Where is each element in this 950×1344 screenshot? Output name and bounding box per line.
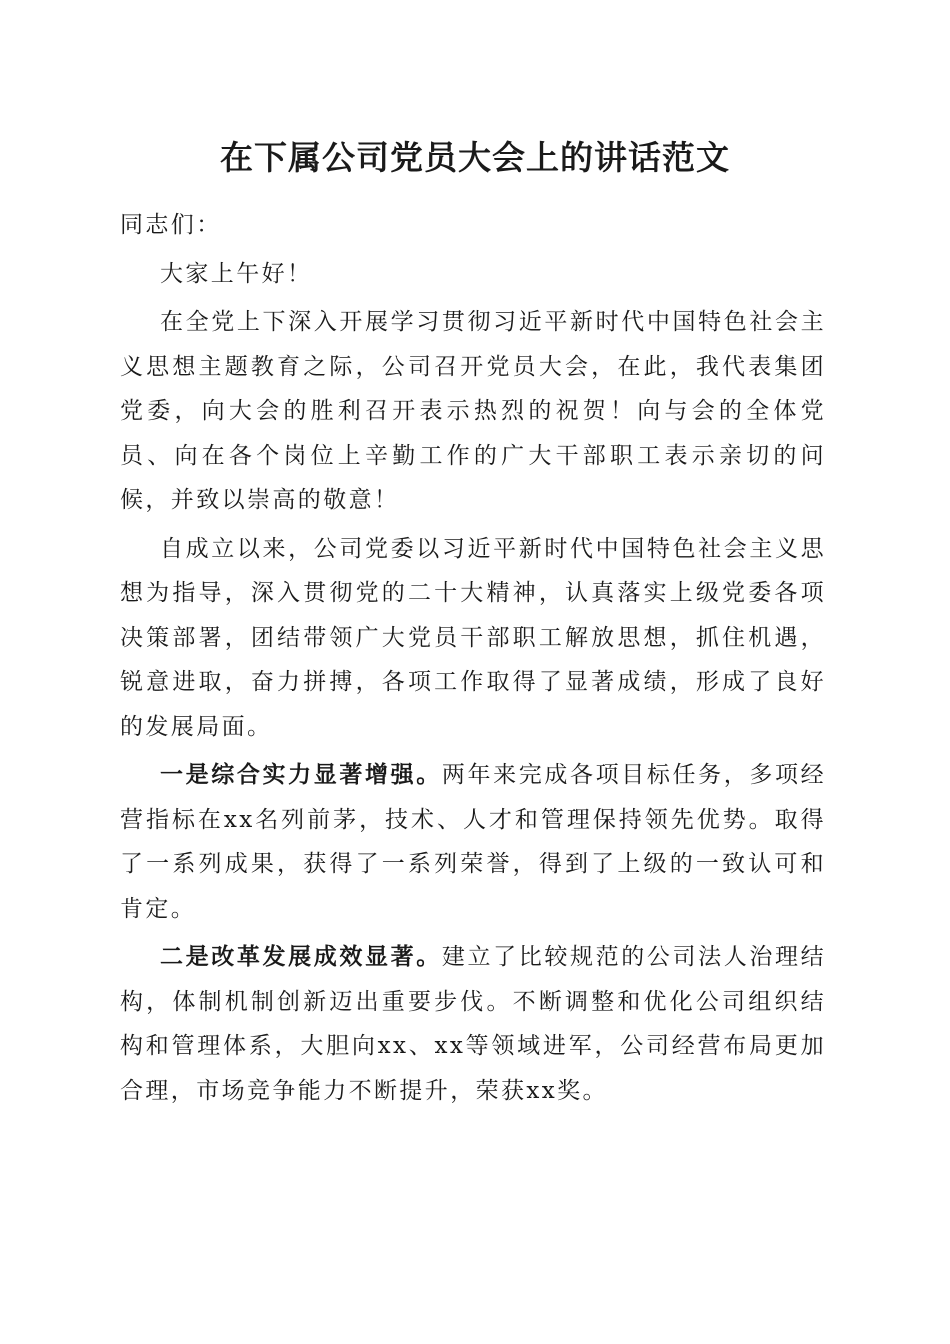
paragraph-achievements: 自成立以来，公司党委以习近平新时代中国特色社会主义思想为指导，深入贯彻党的二十大精神，认真落实上级党委各项决策部署，团结带领广大党员干部职工解放思想，抓住机遇，锐意进取，奋力拼搏，各项工作取得了显著成绩，形成了良好的发展局面。: [120, 535, 826, 740]
paragraph-strength: [120, 753, 826, 931]
paragraph-strength-heading: 一是综合实力显著增强。: [160, 761, 442, 788]
document-title: 在下属公司党员大会上的讲话范文: [220, 138, 730, 177]
paragraph-strength-text: 两年来完成各项目标任务，多项经营指标在xx名列前茅，技术、人才和管理保持领先优势。取得了一系列成果，获得了一系列荣誉，得到了上级的一致认可和肯定。: [120, 762, 827, 922]
paragraph-opening: 在全党上下深入开展学习贯彻习近平新时代中国特色社会主义思想主题教育之际，公司召开党员大会，在此，我代表集团党委，向大会的胜利召开表示热烈的祝贺！向与会的全体党员、向在各个岗位上辛勤工作的广大干部职工表示亲切的问候，并致以崇高的敬意！: [120, 309, 826, 513]
paragraph-reform: [120, 935, 826, 1113]
paragraph-reform-heading: 二是改革发展成效显著。: [160, 943, 442, 970]
salutation: 同志们：: [120, 212, 222, 238]
greeting: 大家上午好！: [160, 260, 313, 287]
document-body: [120, 203, 826, 1117]
paragraph-reform-text: 建立了比较规范的公司法人治理结构，体制机制创新迈出重要步伐。不断调整和优化公司组织结构和管理体系，大胆向xx、xx等领域进军，公司经营布局更加合理，市场竞争能力不断提升，荣获xx奖。: [120, 944, 827, 1104]
